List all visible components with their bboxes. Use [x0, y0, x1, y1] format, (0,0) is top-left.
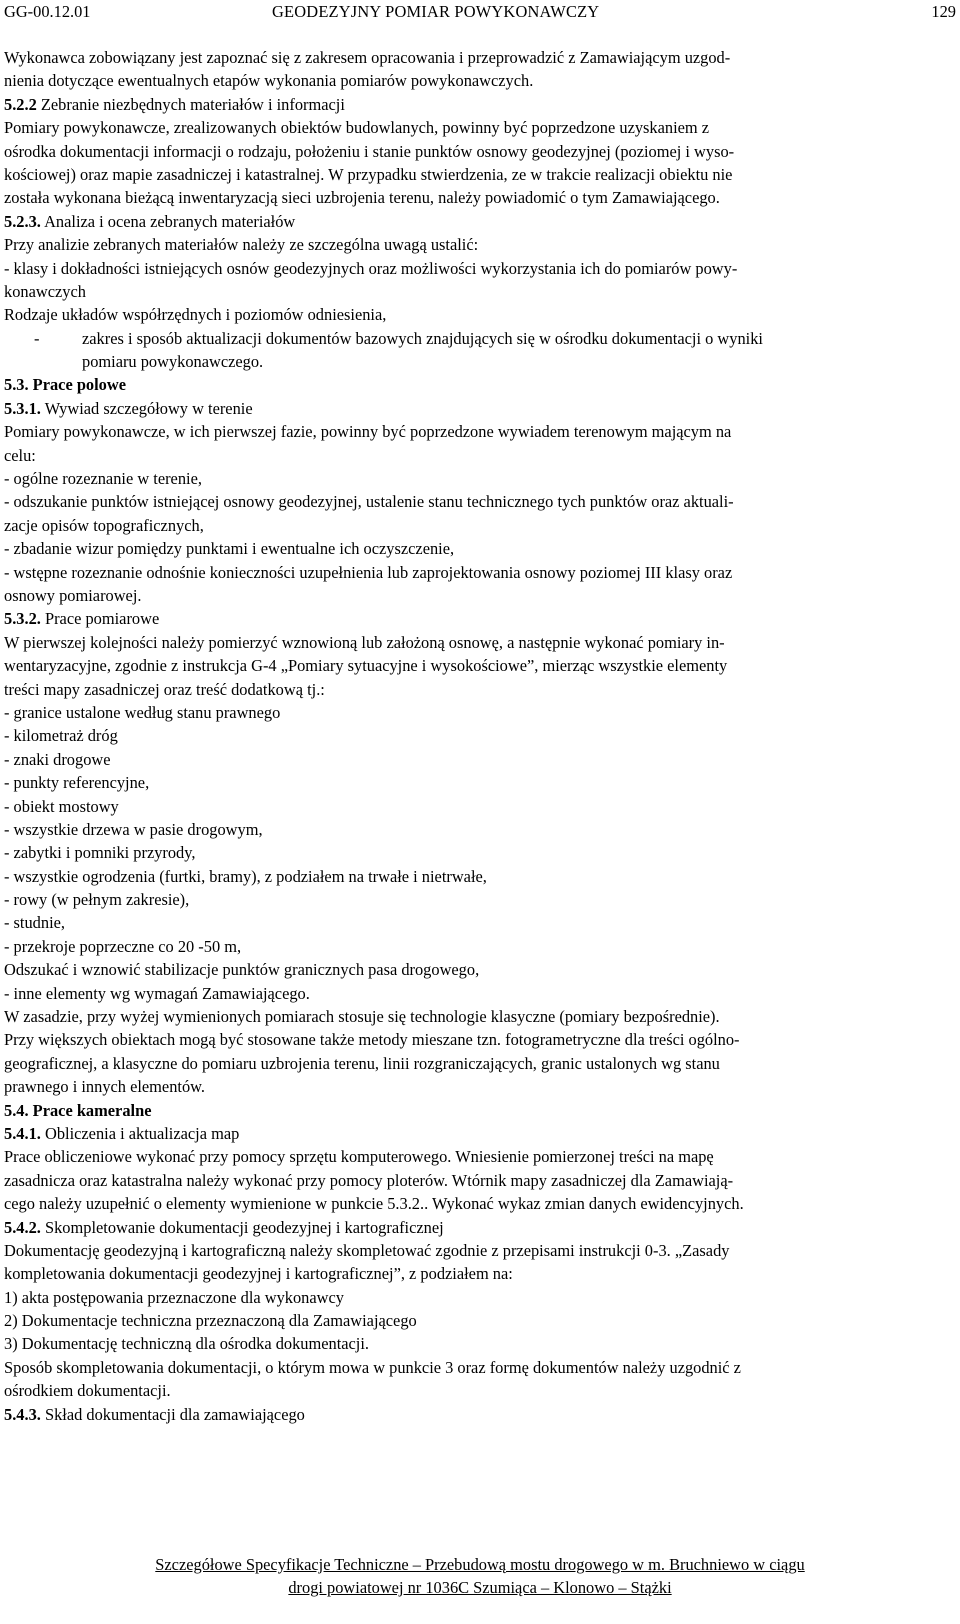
text-line — [4, 444, 956, 467]
text-line — [4, 1052, 956, 1075]
line-text: treści mapy zasadniczej oraz treść dodatkową tj.: — [4, 679, 325, 699]
line-text: Rodzaje układów współrzędnych i poziomów odniesienia, — [4, 305, 387, 325]
section-number: 5.3.2. — [4, 609, 41, 629]
text-line — [4, 1005, 956, 1028]
line-text: Przy analizie zebranych materiałów należy ze szczególna uwagą ustalić: — [4, 235, 479, 255]
line-text: cego należy uzupełnić o elementy wymienione w punkcie 5.3.2.. Wykonać wykaz zmian danych ewidencyjnych. — [4, 1194, 744, 1214]
text-line — [4, 958, 956, 981]
page-header — [4, 0, 956, 24]
section-number: 5.2.2 — [4, 94, 37, 114]
line-text: nienia dotyczące ewentualnych etapów wykonania pomiarów powykonawczych. — [4, 71, 534, 91]
line-text: W pierwszej kolejności należy pomierzyć wznowioną lub założoną osnowę, a następnie wykonać pomiary in- — [4, 632, 725, 652]
text-line — [4, 514, 956, 537]
section-number: 5.2.3. — [4, 211, 41, 231]
line-text: - wszystkie ogrodzenia (furtki, bramy), z podziałem na trwałe i nietrwałe, — [4, 866, 487, 886]
text-line — [4, 186, 956, 209]
line-text: Prace pomiarowe — [40, 609, 160, 629]
section-number: 5.4.2. — [4, 1217, 41, 1237]
line-text: - zbadanie wizur pomiędzy punktami i ewentualne ich oczyszczenie, — [4, 539, 455, 559]
text-line — [4, 584, 956, 607]
text-line — [4, 654, 956, 677]
text-line — [4, 724, 956, 747]
line-text: - punkty referencyjne, — [4, 773, 150, 793]
text-line — [4, 140, 956, 163]
line-text: prawnego i innych elementów. — [4, 1077, 206, 1097]
text-line — [4, 210, 956, 233]
line-text: Zebranie niezbędnych materiałów i informacji — [36, 94, 345, 114]
line-text: - studnie, — [4, 913, 66, 933]
page-number: 129 — [931, 2, 956, 21]
line-text: Wywiad szczegółowy w terenie — [40, 398, 253, 418]
line-text: - ogólne rozeznanie w terenie, — [4, 469, 202, 489]
text-line — [4, 46, 956, 69]
line-text: Skompletowanie dokumentacji geodezyjnej i kartograficznej — [40, 1217, 444, 1237]
text-line — [4, 490, 956, 513]
line-text: osnowy pomiarowej. — [4, 585, 142, 605]
section-number: 5.4.3. — [4, 1404, 41, 1424]
document-code: GG-00.12.01 — [4, 2, 91, 21]
text-line — [4, 280, 956, 303]
line-text: - granice ustalone według stanu prawnego — [4, 702, 281, 722]
text-line — [4, 69, 956, 92]
line-text: Wykonawca zobowiązany jest zapoznać się z zakresem opracowania i przeprowadzić z Zamawiającym uzgod- — [4, 48, 731, 67]
text-line — [4, 1309, 956, 1332]
line-text: Skład dokumentacji dla zamawiającego — [40, 1404, 305, 1424]
text-line — [4, 537, 956, 560]
text-line — [4, 1262, 956, 1285]
text-line — [4, 841, 956, 864]
text-line — [4, 1192, 956, 1215]
line-text: - klasy i dokładności istniejących osnów geodezyjnych oraz możliwości wykorzystania ich do pomiarów powy- — [4, 258, 738, 278]
section-heading: 5.4. Prace kameralne — [4, 1100, 152, 1120]
line-text: - obiekt mostowy — [4, 796, 119, 816]
text-line — [4, 701, 956, 724]
body-text — [4, 46, 956, 1426]
line-text: Dokumentację geodezyjną i kartograficzną należy skompletować zgodnie z przepisami instrukcji 0-3. „Zasady — [4, 1240, 730, 1260]
text-line — [4, 93, 956, 116]
text-line — [4, 397, 956, 420]
line-text: - inne elementy wg wymagań Zamawiającego. — [4, 983, 310, 1003]
text-line — [4, 1239, 956, 1262]
line-text: - wszystkie drzewa w pasie drogowym, — [4, 819, 263, 839]
section-number: 5.4.1. — [4, 1123, 41, 1143]
section-number: 5.3.1. — [4, 398, 41, 418]
line-text: kompletowania dokumentacji geodezyjnej i kartograficznej”, z podziałem na: — [4, 1264, 513, 1284]
text-line — [4, 818, 956, 841]
section-title: GEODEZYJNY POMIAR POWYKONAWCZY — [272, 2, 600, 21]
text-line — [4, 257, 956, 280]
section-heading: 5.3. Prace polowe — [4, 375, 126, 395]
text-line — [4, 163, 956, 186]
line-text: zakres i sposób aktualizacji dokumentów bazowych znajdujących się w ośrodku dokumentacji o wyniki — [82, 328, 763, 348]
text-line — [4, 607, 956, 630]
line-text: geograficznej, a klasyczne do pomiaru uzbrojenia terenu, linii rozgraniczających, granic ustalonych wg stanu — [4, 1053, 720, 1073]
line-text: konawczych — [4, 281, 86, 301]
text-line — [4, 420, 956, 443]
line-text: - zabytki i pomniki przyrody, — [4, 843, 196, 863]
text-line — [4, 935, 956, 958]
line-text: Pomiary powykonawcze, zrealizowanych obiektów budowlanych, powinny być poprzedzone uzyskaniem z — [4, 118, 710, 138]
line-text: wentaryzacyjne, zgodnie z instrukcja G-4 „Pomiary sytuacyjne i wysokościowe”, mierząc wszystkie elementy — [4, 656, 728, 676]
text-line — [4, 771, 956, 794]
line-text: - znaki drogowe — [4, 749, 111, 769]
text-line — [4, 1216, 956, 1239]
text-line — [4, 1356, 956, 1379]
text-line — [4, 350, 956, 373]
line-text: ośrodka dokumentacji informacji o rodzaju, położeniu i stanie punktów osnowy geodezyjnej (poziomej i wyso- — [4, 141, 735, 161]
line-text: - rowy (w pełnym zakresie), — [4, 890, 190, 910]
line-text: W zasadzie, przy wyżej wymienionych pomiarach stosuje się technologie klasyczne (pomiary bezpośrednie). — [4, 1007, 720, 1027]
line-text: Sposób skompletowania dokumentacji, o którym mowa w punkcie 3 oraz formę dokumentów należy uzgodnić z — [4, 1357, 741, 1377]
page-footer — [0, 1553, 960, 1600]
text-line — [4, 303, 956, 326]
line-text: Odszukać i wznowić stabilizacje punktów granicznych pasa drogowego, — [4, 960, 480, 980]
text-line — [4, 1379, 956, 1402]
line-text: celu: — [4, 445, 36, 465]
line-text: 1) akta postępowania przeznaczone dla wykonawcy — [4, 1287, 344, 1307]
footer-line-1: Szczegółowe Specyfikacje Techniczne – Przebudową mostu drogowego w m. Bruchniewo w ciągu — [155, 1555, 805, 1574]
text-line — [4, 631, 956, 654]
text-line — [4, 865, 956, 888]
text-line — [4, 1332, 956, 1355]
text-line — [4, 1122, 956, 1145]
text-line — [4, 982, 956, 1005]
text-line — [4, 561, 956, 584]
line-text: zacje opisów topograficznych, — [4, 515, 204, 535]
text-line — [4, 1286, 956, 1309]
text-line — [4, 467, 956, 490]
line-text: - przekroje poprzeczne co 20 -50 m, — [4, 936, 242, 956]
text-line — [4, 1075, 956, 1098]
text-line — [4, 373, 956, 396]
line-text: - wstępne rozeznanie odnośnie konieczności uzupełnienia lub zaprojektowania osnowy poziomej III klasy oraz — [4, 562, 733, 582]
text-line — [4, 888, 956, 911]
line-text: - kilometraż dróg — [4, 726, 118, 746]
text-line — [4, 233, 956, 256]
line-text: 2) Dokumentacje techniczna przeznaczoną dla Zamawiającego — [4, 1311, 417, 1331]
text-line — [4, 1099, 956, 1122]
line-text: zasadnicza oraz katastralna należy wykonać przy pomocy ploterów. Wtórnik mapy zasadniczej dla Zamawiają- — [4, 1170, 734, 1190]
line-text: Analiza i ocena zebranych materiałów — [40, 211, 296, 231]
line-text: - odszukanie punktów istniejącej osnowy geodezyjnej, ustalenie stanu technicznego tych punktów oraz aktuali- — [4, 492, 734, 512]
text-line — [4, 795, 956, 818]
text-line — [4, 1028, 956, 1051]
text-line — [4, 327, 956, 350]
text-line — [4, 678, 956, 701]
line-text: kościowej) oraz mapie zasadniczej i katastralnej. W przypadku stwierdzenia, ze w trakcie realizacji obiektu nie — [4, 164, 733, 184]
text-line — [4, 1145, 956, 1168]
line-text: pomiaru powykonawczego. — [82, 352, 264, 372]
line-text: Prace obliczeniowe wykonać przy pomocy sprzętu komputerowego. Wniesienie pomierzonej treści na mapę — [4, 1147, 714, 1167]
text-line — [4, 911, 956, 934]
list-dash: - — [34, 328, 40, 348]
line-text: Obliczenia i aktualizacja map — [40, 1123, 240, 1143]
line-text: Przy większych obiektach mogą być stosowane także metody mieszane tzn. fotogrametryczne dla treści ogólno- — [4, 1030, 740, 1050]
text-line — [4, 116, 956, 139]
line-text: 3) Dokumentację techniczną dla ośrodka dokumentacji. — [4, 1334, 370, 1354]
text-line — [4, 748, 956, 771]
line-text: Pomiary powykonawcze, w ich pierwszej fazie, powinny być poprzedzone wywiadem terenowym mającym na — [4, 422, 732, 442]
line-text: została wykonana bieżącą inwentaryzacją sieci uzbrojenia terenu, należy powiadomić o tym Zamawiającego. — [4, 188, 720, 208]
footer-line-2: drogi powiatowej nr 1036C Szumiąca – Klonowo – Stążki — [288, 1578, 672, 1598]
text-line — [4, 1403, 956, 1426]
text-line — [4, 1169, 956, 1192]
line-text: ośrodkiem dokumentacji. — [4, 1381, 171, 1401]
